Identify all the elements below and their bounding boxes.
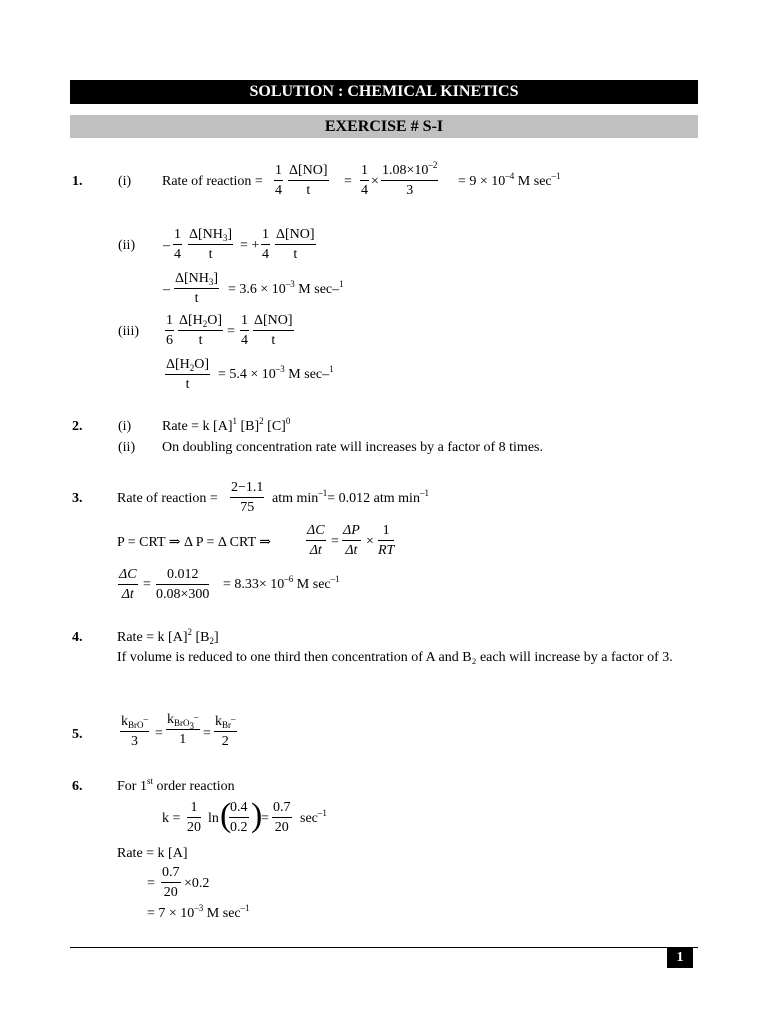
- q3-rate-text: Rate of reaction =: [117, 491, 218, 506]
- q1-iii-frac-1-4: $\frac{1}{4}$: [241, 313, 248, 348]
- q6-sec: $\sec^{-1}$: [300, 808, 327, 826]
- q1-fraction-dno-t: $\frac{\Delta[NO]}{t}$: [289, 163, 328, 198]
- q3-frac-dc-dt2: $\frac{\Delta C}{\Delta t}$: [119, 567, 137, 602]
- q4-rate-law: Rate = k $[A]^2$ $[B_2]$: [117, 627, 219, 646]
- q1-ii-minus2: –: [163, 282, 170, 297]
- q5-frac-bro: $k_{BrO^-}$ 3: [121, 714, 148, 749]
- q6-ln: ln: [208, 811, 219, 826]
- q6-paren-left: (: [220, 797, 232, 834]
- q1-ii-frac-no: $\frac{\Delta[NO]}{t}$: [276, 227, 315, 262]
- q3-pcrt: P = CRT ⇒ Δ P = Δ CRT ⇒: [117, 535, 272, 550]
- q3-frac-dp-dt: $\frac{\Delta P}{\Delta t}$: [343, 523, 360, 558]
- q2-part-i-label: (i): [118, 419, 132, 434]
- q6-paren-right: ): [251, 797, 263, 834]
- q1-iii-equals: =: [227, 324, 235, 339]
- q3-frac-dc-dt: $\frac{\Delta C}{\Delta t}$: [307, 523, 325, 558]
- question-2-number: 2.: [72, 419, 83, 434]
- q3-eq2: =: [143, 577, 151, 592]
- q1-iii-frac-1-6: $\frac{1}{6}$: [166, 313, 173, 348]
- q1-part-ii-label: (ii): [118, 238, 136, 253]
- q6-rate: Rate = k [A]: [117, 846, 188, 861]
- page-number: 1: [667, 948, 693, 968]
- q6-eq2: =: [147, 876, 155, 891]
- question-4-number: 4.: [72, 630, 83, 645]
- q6-final: = $7 \times 10^{-3}$ M $\sec^{-1}$: [147, 903, 250, 921]
- q5-eq1: =: [155, 726, 163, 741]
- q5-frac-br: $k_{Br^-}$ 2: [215, 714, 236, 749]
- q4-explanation: If volume is reduced to one third then concentration of A and B₂ each will increase by a factor of 3.: [117, 650, 673, 665]
- q1-equals: =: [344, 174, 352, 189]
- q1-times: ×: [371, 174, 379, 189]
- q1-fraction-1-4: $\frac{1}{4}$: [275, 163, 282, 198]
- q6-frac-07-20: $\frac{0.7}{20}$: [273, 800, 291, 835]
- q3-fraction: $\frac{2-1.1}{75}$: [231, 480, 264, 515]
- q2-rate-law: Rate = k $[A]^1$ $[B]^2$ $[C]^0$: [162, 416, 291, 434]
- title-text: SOLUTION : CHEMICAL KINETICS: [249, 83, 519, 100]
- q3-times: ×: [366, 534, 374, 549]
- q1-iii-frac-no: $\frac{\Delta[NO]}{t}$: [254, 313, 293, 348]
- q1-part-i-label: (i): [118, 174, 132, 189]
- q1-ii-equals: = +: [240, 238, 260, 253]
- q6-times-02: ×0.2: [184, 876, 210, 891]
- exercise-text: EXERCISE # S-I: [324, 117, 444, 135]
- q1-result-2: = $3.6 \times 10^{-3}$ M sec–$^1$: [228, 279, 344, 297]
- q1-minus: –: [163, 238, 170, 253]
- q3-units: atm $\min^{-1}= 0.012$ atm $\min^{-1}$: [272, 488, 429, 506]
- question-6-number: 6.: [72, 779, 83, 794]
- question-1-number: 1.: [72, 174, 83, 189]
- q1-result-3: = $5.4 \times 10^{-3}$ M sec–$^1$: [218, 364, 334, 382]
- q3-frac-value: $\frac{0.012}{0.08\times 300}$: [156, 567, 210, 602]
- q1-iii-frac-h2ob: $\frac{\Delta[H_2O]}{t}$: [166, 357, 210, 392]
- footer-divider: [70, 947, 698, 948]
- q6-k-eq: k =: [162, 811, 181, 826]
- question-5-number: 5.: [72, 727, 83, 742]
- q1-iii-frac-h2o: $\frac{\Delta[H_2O]}{t}$: [179, 313, 223, 348]
- question-3-number: 3.: [72, 491, 83, 506]
- q6-first-order: For 1st order reaction: [117, 776, 235, 794]
- page-title: [70, 80, 698, 104]
- q2-statement: On doubling concentration rate will increases by a factor of 8 times.: [162, 440, 543, 455]
- q6-frac-07-20b: $\frac{0.7}{20}$: [162, 865, 180, 900]
- q5-eq2: =: [203, 726, 211, 741]
- q1-rate-text: Rate of reaction =: [162, 174, 263, 189]
- exercise-heading: [70, 115, 698, 138]
- q5-frac-bro3: $k_{BrO_3^-}$ 1: [167, 712, 199, 747]
- q3-frac-1-rt: $\frac{1}{RT}$: [378, 523, 395, 558]
- q6-frac-ratio: $\frac{0.4}{0.2}$: [230, 800, 248, 835]
- q1-ii-frac-nh3b: $\frac{\Delta[NH_3]}{t}$: [175, 271, 219, 306]
- q6-eq: =: [261, 811, 269, 826]
- q2-part-ii-label: (ii): [118, 440, 136, 455]
- q1-result-1: = $9 \times 10^{-4}$ M $\sec^{-1}$: [458, 171, 561, 189]
- q1-ii-frac-nh3: $\frac{\Delta[NH_3]}{t}$: [189, 227, 233, 262]
- q1-fraction-1-4b: $\frac{1}{4}$: [361, 163, 368, 198]
- q1-part-iii-label: (iii): [118, 324, 139, 339]
- q6-frac-1-20: $\frac{1}{20}$: [187, 800, 201, 835]
- q1-fraction-value: $\frac{1.08\times 10^{-2}}{3}$: [382, 160, 438, 198]
- q1-ii-frac-1-4: $\frac{1}{4}$: [174, 227, 181, 262]
- q3-result: = $8.33\times 10^{-6}$ M $\sec^{-1}$: [223, 574, 340, 592]
- q1-ii-frac-1-4b: $\frac{1}{4}$: [262, 227, 269, 262]
- q3-eq: =: [331, 534, 339, 549]
